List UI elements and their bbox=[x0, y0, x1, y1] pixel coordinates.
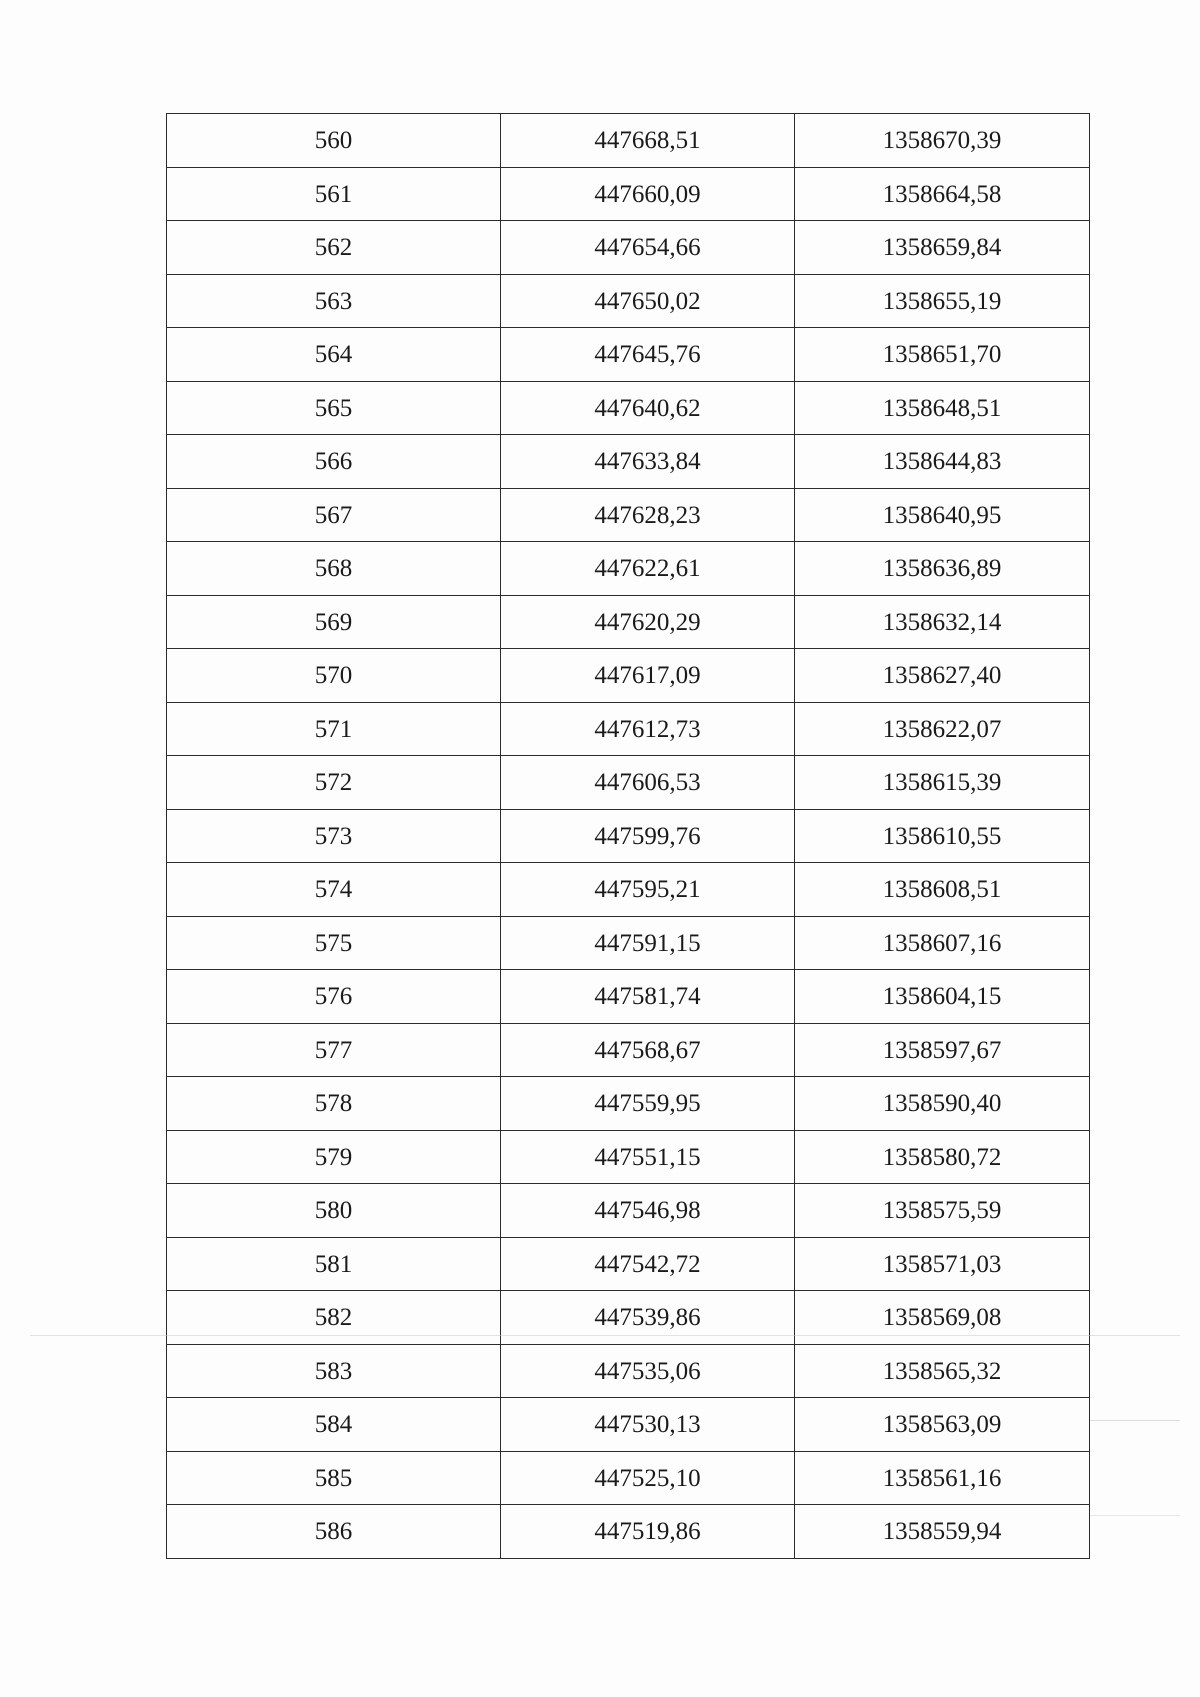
table-row bbox=[167, 1023, 1090, 1077]
point-number-cell: 585 bbox=[167, 1451, 501, 1505]
point-number-cell: 579 bbox=[167, 1130, 501, 1184]
y-coordinate-cell: 1358563,09 bbox=[795, 1398, 1090, 1452]
point-number-cell: 571 bbox=[167, 702, 501, 756]
table-row bbox=[167, 274, 1090, 328]
table-row bbox=[167, 328, 1090, 382]
y-coordinate-cell: 1358604,15 bbox=[795, 970, 1090, 1024]
x-coordinate-cell: 447559,95 bbox=[501, 1077, 795, 1131]
point-number-cell: 575 bbox=[167, 916, 501, 970]
y-coordinate-cell: 1358648,51 bbox=[795, 381, 1090, 435]
y-coordinate-cell: 1358569,08 bbox=[795, 1291, 1090, 1345]
x-coordinate-cell: 447591,15 bbox=[501, 916, 795, 970]
point-number-cell: 568 bbox=[167, 542, 501, 596]
scan-artifact bbox=[30, 1335, 1180, 1336]
table-row bbox=[167, 542, 1090, 596]
x-coordinate-cell: 447617,09 bbox=[501, 649, 795, 703]
point-number-cell: 570 bbox=[167, 649, 501, 703]
table-row bbox=[167, 435, 1090, 489]
scan-artifact bbox=[1090, 1420, 1180, 1421]
x-coordinate-cell: 447551,15 bbox=[501, 1130, 795, 1184]
table-row bbox=[167, 488, 1090, 542]
coordinates-table-body bbox=[167, 114, 1090, 1559]
y-coordinate-cell: 1358644,83 bbox=[795, 435, 1090, 489]
y-coordinate-cell: 1358627,40 bbox=[795, 649, 1090, 703]
y-coordinate-cell: 1358561,16 bbox=[795, 1451, 1090, 1505]
x-coordinate-cell: 447581,74 bbox=[501, 970, 795, 1024]
point-number-cell: 560 bbox=[167, 114, 501, 168]
table-row bbox=[167, 970, 1090, 1024]
x-coordinate-cell: 447535,06 bbox=[501, 1344, 795, 1398]
x-coordinate-cell: 447633,84 bbox=[501, 435, 795, 489]
table-row bbox=[167, 381, 1090, 435]
y-coordinate-cell: 1358655,19 bbox=[795, 274, 1090, 328]
point-number-cell: 584 bbox=[167, 1398, 501, 1452]
y-coordinate-cell: 1358575,59 bbox=[795, 1184, 1090, 1238]
coordinates-table bbox=[166, 113, 1090, 1559]
point-number-cell: 581 bbox=[167, 1237, 501, 1291]
point-number-cell: 567 bbox=[167, 488, 501, 542]
point-number-cell: 577 bbox=[167, 1023, 501, 1077]
table-row bbox=[167, 863, 1090, 917]
x-coordinate-cell: 447568,67 bbox=[501, 1023, 795, 1077]
x-coordinate-cell: 447645,76 bbox=[501, 328, 795, 382]
table-row bbox=[167, 1077, 1090, 1131]
point-number-cell: 572 bbox=[167, 756, 501, 810]
point-number-cell: 583 bbox=[167, 1344, 501, 1398]
y-coordinate-cell: 1358664,58 bbox=[795, 167, 1090, 221]
table-row bbox=[167, 1184, 1090, 1238]
x-coordinate-cell: 447595,21 bbox=[501, 863, 795, 917]
table-row bbox=[167, 1398, 1090, 1452]
x-coordinate-cell: 447530,13 bbox=[501, 1398, 795, 1452]
point-number-cell: 580 bbox=[167, 1184, 501, 1238]
y-coordinate-cell: 1358565,32 bbox=[795, 1344, 1090, 1398]
x-coordinate-cell: 447620,29 bbox=[501, 595, 795, 649]
x-coordinate-cell: 447542,72 bbox=[501, 1237, 795, 1291]
x-coordinate-cell: 447599,76 bbox=[501, 809, 795, 863]
table-row bbox=[167, 114, 1090, 168]
point-number-cell: 564 bbox=[167, 328, 501, 382]
table-row bbox=[167, 916, 1090, 970]
y-coordinate-cell: 1358580,72 bbox=[795, 1130, 1090, 1184]
table-row bbox=[167, 1451, 1090, 1505]
table-row bbox=[167, 1130, 1090, 1184]
table-row bbox=[167, 1505, 1090, 1559]
y-coordinate-cell: 1358608,51 bbox=[795, 863, 1090, 917]
table-row bbox=[167, 649, 1090, 703]
y-coordinate-cell: 1358659,84 bbox=[795, 221, 1090, 275]
y-coordinate-cell: 1358632,14 bbox=[795, 595, 1090, 649]
y-coordinate-cell: 1358571,03 bbox=[795, 1237, 1090, 1291]
x-coordinate-cell: 447539,86 bbox=[501, 1291, 795, 1345]
point-number-cell: 582 bbox=[167, 1291, 501, 1345]
point-number-cell: 574 bbox=[167, 863, 501, 917]
x-coordinate-cell: 447525,10 bbox=[501, 1451, 795, 1505]
table-row bbox=[167, 702, 1090, 756]
x-coordinate-cell: 447612,73 bbox=[501, 702, 795, 756]
x-coordinate-cell: 447628,23 bbox=[501, 488, 795, 542]
y-coordinate-cell: 1358610,55 bbox=[795, 809, 1090, 863]
x-coordinate-cell: 447546,98 bbox=[501, 1184, 795, 1238]
table-row bbox=[167, 221, 1090, 275]
x-coordinate-cell: 447640,62 bbox=[501, 381, 795, 435]
point-number-cell: 565 bbox=[167, 381, 501, 435]
table-row bbox=[167, 595, 1090, 649]
y-coordinate-cell: 1358622,07 bbox=[795, 702, 1090, 756]
point-number-cell: 563 bbox=[167, 274, 501, 328]
y-coordinate-cell: 1358670,39 bbox=[795, 114, 1090, 168]
y-coordinate-cell: 1358597,67 bbox=[795, 1023, 1090, 1077]
x-coordinate-cell: 447660,09 bbox=[501, 167, 795, 221]
y-coordinate-cell: 1358640,95 bbox=[795, 488, 1090, 542]
table-row bbox=[167, 1237, 1090, 1291]
x-coordinate-cell: 447668,51 bbox=[501, 114, 795, 168]
point-number-cell: 576 bbox=[167, 970, 501, 1024]
y-coordinate-cell: 1358636,89 bbox=[795, 542, 1090, 596]
x-coordinate-cell: 447654,66 bbox=[501, 221, 795, 275]
y-coordinate-cell: 1358559,94 bbox=[795, 1505, 1090, 1559]
point-number-cell: 561 bbox=[167, 167, 501, 221]
y-coordinate-cell: 1358651,70 bbox=[795, 328, 1090, 382]
y-coordinate-cell: 1358607,16 bbox=[795, 916, 1090, 970]
point-number-cell: 578 bbox=[167, 1077, 501, 1131]
point-number-cell: 573 bbox=[167, 809, 501, 863]
y-coordinate-cell: 1358615,39 bbox=[795, 756, 1090, 810]
point-number-cell: 569 bbox=[167, 595, 501, 649]
table-row bbox=[167, 167, 1090, 221]
x-coordinate-cell: 447650,02 bbox=[501, 274, 795, 328]
table-row bbox=[167, 1344, 1090, 1398]
y-coordinate-cell: 1358590,40 bbox=[795, 1077, 1090, 1131]
point-number-cell: 566 bbox=[167, 435, 501, 489]
x-coordinate-cell: 447519,86 bbox=[501, 1505, 795, 1559]
table-row bbox=[167, 756, 1090, 810]
x-coordinate-cell: 447606,53 bbox=[501, 756, 795, 810]
table-row bbox=[167, 809, 1090, 863]
point-number-cell: 586 bbox=[167, 1505, 501, 1559]
scan-artifact bbox=[1090, 1515, 1180, 1516]
point-number-cell: 562 bbox=[167, 221, 501, 275]
x-coordinate-cell: 447622,61 bbox=[501, 542, 795, 596]
